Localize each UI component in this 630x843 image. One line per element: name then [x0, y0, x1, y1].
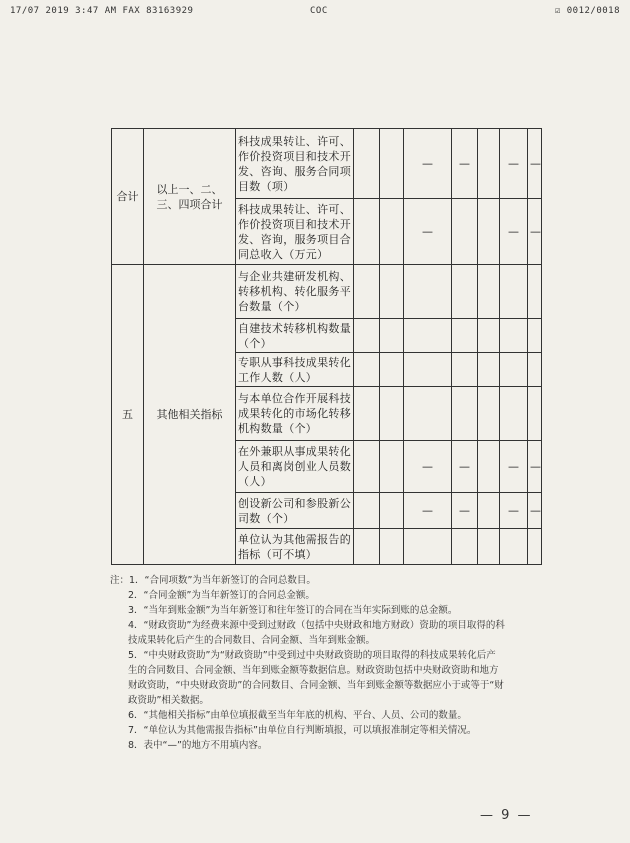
section-label: 合计	[112, 129, 144, 265]
value-cell	[404, 529, 452, 565]
value-cell	[354, 265, 380, 319]
value-cell: —	[500, 441, 528, 493]
note-line: 政资助”相关数据。	[128, 695, 209, 706]
value-cell: —	[404, 129, 452, 199]
value-cell	[452, 319, 478, 353]
notes-section	[110, 573, 530, 753]
value-cell	[452, 265, 478, 319]
note-line: 6．“其他相关指标”由单位填报截至当年年底的机构、平台、人员、公司的数量。	[128, 710, 467, 721]
note-line: 2．“合同金额”为当年新签订的合同总金额。	[128, 590, 315, 601]
section-group: 其他相关指标	[144, 265, 236, 565]
fax-header-timestamp: 17/07 2019 3:47 AM FAX 83163929	[10, 6, 194, 16]
value-cell	[528, 529, 542, 565]
note-line: 注：1．“合同项数”为当年新签订的合同总数目。	[110, 575, 316, 586]
value-cell	[528, 265, 542, 319]
value-cell	[528, 353, 542, 387]
value-cell: —	[404, 441, 452, 493]
indicator-label: 与本单位合作开展科技成果转化的市场化转移机构数量（个）	[236, 387, 354, 441]
value-cell	[354, 129, 380, 199]
value-cell: —	[528, 199, 542, 265]
value-cell	[528, 319, 542, 353]
value-cell	[452, 199, 478, 265]
note-line: 5．“中央财政资助”为“财政资助”中受到过中央财政资助的项目取得的科技成果转化后产	[128, 650, 496, 661]
value-cell	[500, 353, 528, 387]
value-cell	[380, 353, 404, 387]
value-cell	[380, 387, 404, 441]
value-cell	[452, 387, 478, 441]
section-group: 以上一、二、三、四项合计	[144, 129, 236, 265]
value-cell: —	[452, 129, 478, 199]
value-cell	[404, 265, 452, 319]
fax-header-page-count: ☑ 0012/0018	[554, 6, 620, 16]
value-cell: —	[404, 493, 452, 529]
value-cell: —	[500, 129, 528, 199]
value-cell: —	[528, 493, 542, 529]
note-line: 8．表中“—”的地方不用填内容。	[128, 740, 268, 751]
value-cell	[478, 199, 500, 265]
value-cell	[354, 319, 380, 353]
value-cell: —	[500, 493, 528, 529]
value-cell: —	[404, 199, 452, 265]
value-cell	[380, 199, 404, 265]
value-cell	[404, 319, 452, 353]
fax-header-sender: COC	[310, 6, 328, 16]
note-line: 4．“财政资助”为经费来源中受到过财政（包括中央财政和地方财政）资助的项目取得的科	[128, 620, 505, 631]
value-cell	[354, 441, 380, 493]
value-cell	[500, 265, 528, 319]
value-cell	[380, 129, 404, 199]
note-line: 3．“当年到账金额”为当年新签订和往年签订的合同在当年实际到账的总金额。	[128, 605, 458, 616]
value-cell	[500, 387, 528, 441]
page-number: — 9 —	[480, 808, 533, 823]
value-cell	[478, 353, 500, 387]
value-cell	[354, 387, 380, 441]
value-cell	[354, 199, 380, 265]
value-cell	[478, 441, 500, 493]
indicator-label: 创设新公司和参股新公司数（个）	[236, 493, 354, 529]
indicator-label: 自建技术转移机构数量（个）	[236, 319, 354, 353]
value-cell	[452, 529, 478, 565]
value-cell	[478, 319, 500, 353]
value-cell: —	[452, 493, 478, 529]
indicator-label: 科技成果转让、许可、作价投资项目和技术开发、咨询，服务项目合同总收入（万元）	[236, 199, 354, 265]
indicator-label: 专职从事科技成果转化工作人数（人）	[236, 353, 354, 387]
value-cell	[380, 441, 404, 493]
indicator-table	[111, 128, 542, 565]
note-line: 财政资助，“中央财政资助”的合同数目、合同金额、当年到账金额等数据应小于或等于“财	[128, 680, 504, 691]
indicator-label: 单位认为其他需报告的指标（可不填）	[236, 529, 354, 565]
value-cell: —	[528, 441, 542, 493]
indicator-label: 与企业共建研发机构、转移机构、转化服务平台数量（个）	[236, 265, 354, 319]
value-cell	[380, 529, 404, 565]
value-cell: —	[452, 441, 478, 493]
table-row	[112, 265, 542, 319]
table-row	[112, 129, 542, 199]
value-cell	[380, 319, 404, 353]
indicator-label: 在外兼职从事成果转化人员和离岗创业人员数（人）	[236, 441, 354, 493]
value-cell	[478, 265, 500, 319]
value-cell	[354, 493, 380, 529]
value-cell	[478, 529, 500, 565]
value-cell	[500, 529, 528, 565]
value-cell	[354, 529, 380, 565]
value-cell	[500, 319, 528, 353]
note-line: 生的合同数目、合同金额、当年到账金额等数据信息。财政资助包括中央财政资助和地方	[128, 665, 499, 676]
value-cell	[452, 353, 478, 387]
section-label: 五	[112, 265, 144, 565]
value-cell	[478, 493, 500, 529]
value-cell	[354, 353, 380, 387]
note-line: 技成果转化后产生的合同数目、合同金额、当年到账金额。	[128, 635, 376, 646]
value-cell: —	[500, 199, 528, 265]
indicator-label: 科技成果转让、许可、作价投资项目和技术开发、咨询、服务合同项目数（项）	[236, 129, 354, 199]
note-line: 7．“单位认为其他需报告指标”由单位自行判断填报，可以填报准制定等相关情况。	[128, 725, 477, 736]
value-cell	[478, 129, 500, 199]
value-cell	[380, 265, 404, 319]
fax-header	[10, 6, 620, 20]
value-cell	[380, 493, 404, 529]
value-cell: —	[528, 129, 542, 199]
value-cell	[478, 387, 500, 441]
value-cell	[404, 387, 452, 441]
value-cell	[404, 353, 452, 387]
value-cell	[528, 387, 542, 441]
